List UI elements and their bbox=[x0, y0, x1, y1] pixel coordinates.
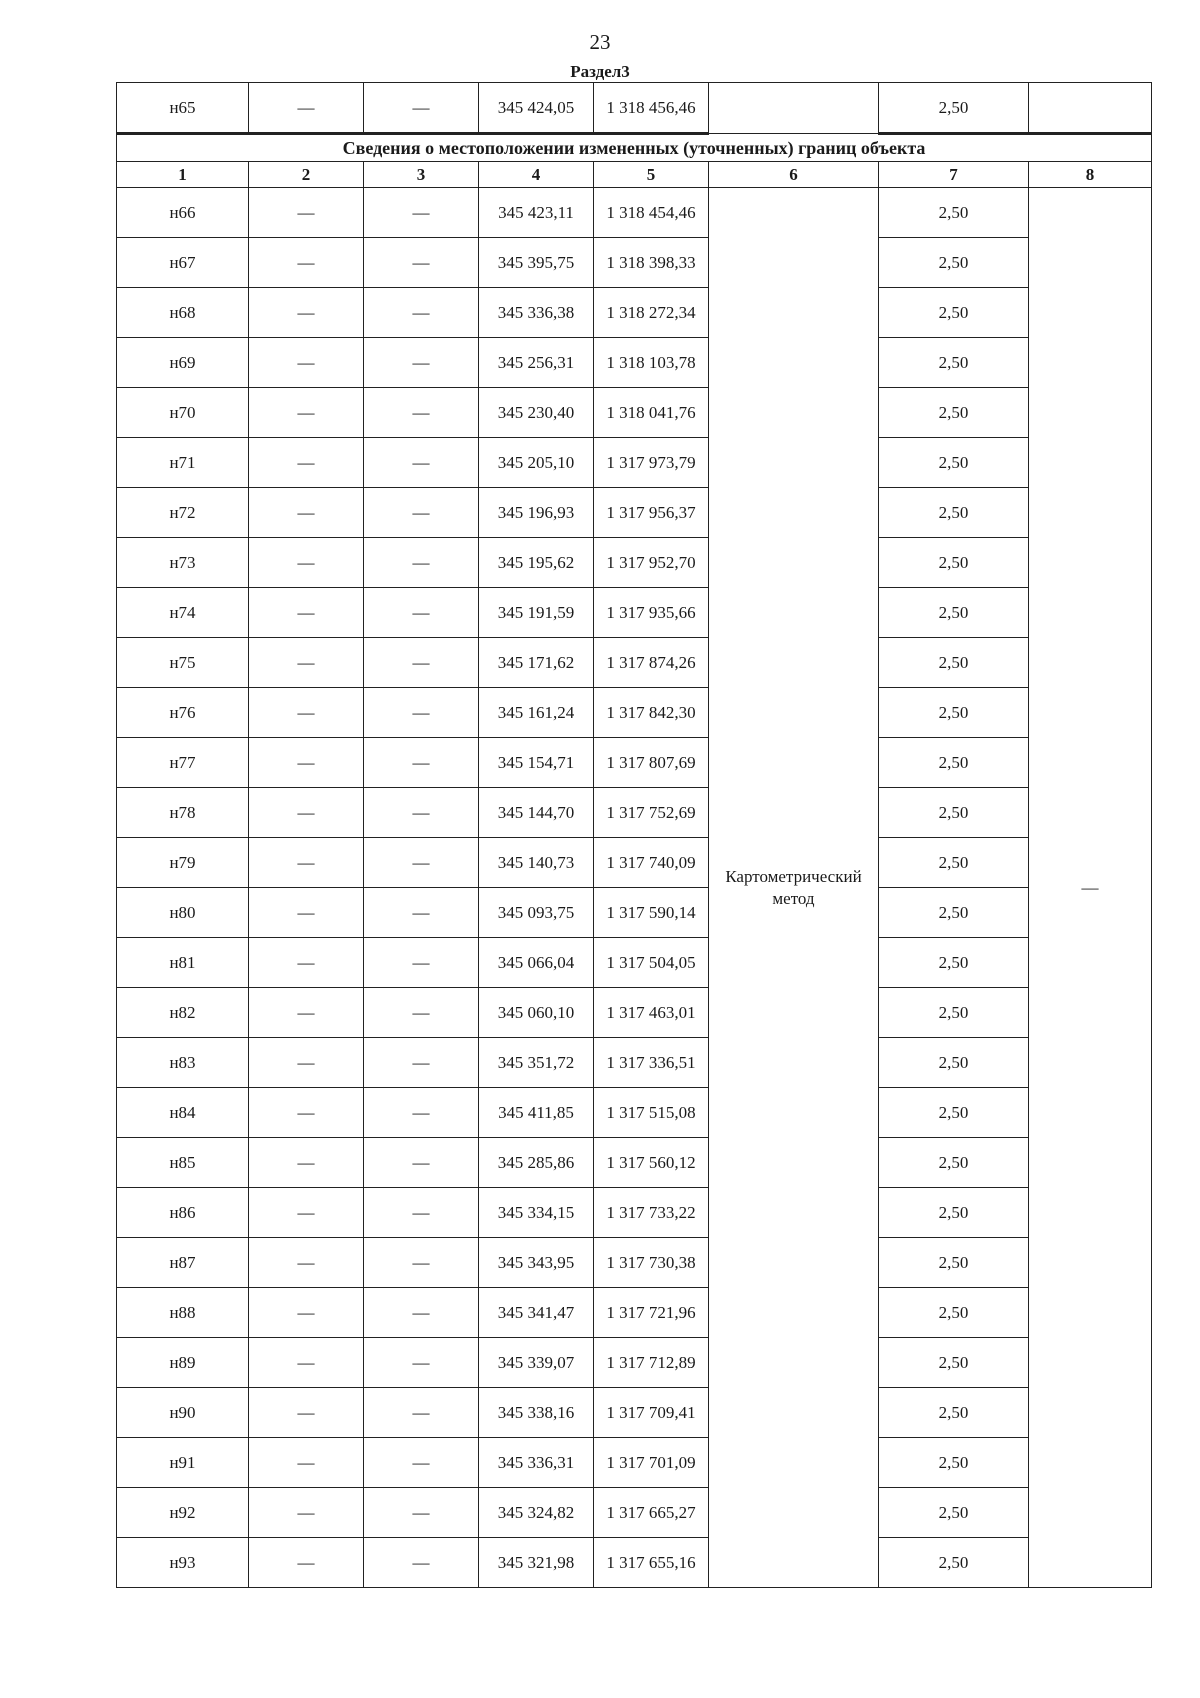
cell-col2: — bbox=[249, 1388, 364, 1438]
cell-point: н85 bbox=[117, 1138, 249, 1188]
cell-point: н76 bbox=[117, 688, 249, 738]
cell-col2: — bbox=[249, 1338, 364, 1388]
cell-col8 bbox=[1029, 83, 1152, 134]
cell-col3: — bbox=[364, 1138, 479, 1188]
cell-col3: — bbox=[364, 188, 479, 238]
cell-y: 1 317 712,89 bbox=[594, 1338, 709, 1388]
cell-col7: 2,50 bbox=[879, 1238, 1029, 1288]
cell-col3: — bbox=[364, 1338, 479, 1388]
cell-point: н88 bbox=[117, 1288, 249, 1338]
cell-y: 1 317 709,41 bbox=[594, 1388, 709, 1438]
cell-col7: 2,50 bbox=[879, 738, 1029, 788]
cell-col3: — bbox=[364, 688, 479, 738]
cell-x: 345 336,31 bbox=[479, 1438, 594, 1488]
cell-x: 345 256,31 bbox=[479, 338, 594, 388]
cell-col3: — bbox=[364, 738, 479, 788]
table-row bbox=[117, 1188, 1152, 1238]
cell-col3: — bbox=[364, 1188, 479, 1238]
cell-y: 1 317 504,05 bbox=[594, 938, 709, 988]
cell-point: н66 bbox=[117, 188, 249, 238]
cell-x: 345 140,73 bbox=[479, 838, 594, 888]
cell-x: 345 324,82 bbox=[479, 1488, 594, 1538]
section-label: Раздел3 bbox=[570, 62, 630, 81]
cell-x: 345 351,72 bbox=[479, 1038, 594, 1088]
cell-col2: — bbox=[249, 1088, 364, 1138]
table-row bbox=[117, 738, 1152, 788]
cell-col7: 2,50 bbox=[879, 538, 1029, 588]
cell-col2: — bbox=[249, 988, 364, 1038]
cell-point: н77 bbox=[117, 738, 249, 788]
cell-col2: — bbox=[249, 188, 364, 238]
cell-col7: 2,50 bbox=[879, 1388, 1029, 1438]
cell-y: 1 317 721,96 bbox=[594, 1288, 709, 1338]
column-number: 2 bbox=[249, 162, 364, 188]
cell-x: 345 341,47 bbox=[479, 1288, 594, 1338]
cell-x: 345 093,75 bbox=[479, 888, 594, 938]
cell-col2: — bbox=[249, 83, 364, 134]
cell-col3: — bbox=[364, 938, 479, 988]
column-numbers-row bbox=[117, 162, 1152, 188]
cell-y: 1 317 590,14 bbox=[594, 888, 709, 938]
cell-point: н86 bbox=[117, 1188, 249, 1238]
cell-point: н82 bbox=[117, 988, 249, 1038]
cell-col3: — bbox=[364, 1288, 479, 1338]
column-number: 5 bbox=[594, 162, 709, 188]
cell-point: н84 bbox=[117, 1088, 249, 1138]
cell-col3: — bbox=[364, 888, 479, 938]
column-number: 1 bbox=[117, 162, 249, 188]
cell-col7: 2,50 bbox=[879, 588, 1029, 638]
cell-x: 345 066,04 bbox=[479, 938, 594, 988]
cell-point: н72 bbox=[117, 488, 249, 538]
cell-point: н91 bbox=[117, 1438, 249, 1488]
cell-col2: — bbox=[249, 488, 364, 538]
cell-y: 1 317 842,30 bbox=[594, 688, 709, 738]
cell-x: 345 144,70 bbox=[479, 788, 594, 838]
cell-col2: — bbox=[249, 1488, 364, 1538]
cell-col2: — bbox=[249, 738, 364, 788]
cell-point: н71 bbox=[117, 438, 249, 488]
cell-col7: 2,50 bbox=[879, 188, 1029, 238]
table-row bbox=[117, 1438, 1152, 1488]
cell-col7: 2,50 bbox=[879, 638, 1029, 688]
table-row bbox=[117, 338, 1152, 388]
cell-col7: 2,50 bbox=[879, 1488, 1029, 1538]
table-row bbox=[117, 788, 1152, 838]
table-row bbox=[117, 1388, 1152, 1438]
cell-col7: 2,50 bbox=[879, 1138, 1029, 1188]
column-number: 7 bbox=[879, 162, 1029, 188]
cell-y: 1 317 956,37 bbox=[594, 488, 709, 538]
cell-col7: 2,50 bbox=[879, 488, 1029, 538]
cell-col3: — bbox=[364, 83, 479, 134]
table-row bbox=[117, 1138, 1152, 1188]
cell-point: н68 bbox=[117, 288, 249, 338]
table-row bbox=[117, 838, 1152, 888]
cell-y: 1 318 272,34 bbox=[594, 288, 709, 338]
cell-x: 345 230,40 bbox=[479, 388, 594, 438]
cell-point: н69 bbox=[117, 338, 249, 388]
section-title: Сведения о местоположении измененных (уточненных) границ объекта bbox=[117, 134, 1152, 162]
cell-y: 1 318 041,76 bbox=[594, 388, 709, 438]
cell-col2: — bbox=[249, 438, 364, 488]
cell-col3: — bbox=[364, 1388, 479, 1438]
table-row bbox=[117, 438, 1152, 488]
cell-col2: — bbox=[249, 1038, 364, 1088]
table-row bbox=[117, 1538, 1152, 1588]
cell-col3: — bbox=[364, 988, 479, 1038]
cell-col7: 2,50 bbox=[879, 838, 1029, 888]
cell-col2: — bbox=[249, 238, 364, 288]
cell-y: 1 318 456,46 bbox=[594, 83, 709, 134]
cell-y: 1 317 730,38 bbox=[594, 1238, 709, 1288]
cell-col7: 2,50 bbox=[879, 1088, 1029, 1138]
cell-col2: — bbox=[249, 1238, 364, 1288]
table-row bbox=[117, 688, 1152, 738]
cell-col3: — bbox=[364, 1238, 479, 1288]
cell-x: 345 195,62 bbox=[479, 538, 594, 588]
cell-x: 345 196,93 bbox=[479, 488, 594, 538]
cell-y: 1 317 874,26 bbox=[594, 638, 709, 688]
cell-y: 1 317 560,12 bbox=[594, 1138, 709, 1188]
cell-col7: 2,50 bbox=[879, 438, 1029, 488]
cell-point: н75 bbox=[117, 638, 249, 688]
cell-col2: — bbox=[249, 1188, 364, 1238]
cell-col7: 2,50 bbox=[879, 1438, 1029, 1488]
boundary-points-table bbox=[116, 82, 1152, 1588]
cell-col2: — bbox=[249, 888, 364, 938]
cell-col2: — bbox=[249, 288, 364, 338]
cell-col3: — bbox=[364, 1488, 479, 1538]
section-title-row bbox=[117, 134, 1152, 162]
cell-col3: — bbox=[364, 1438, 479, 1488]
cell-col7: 2,50 bbox=[879, 788, 1029, 838]
cell-point: н80 bbox=[117, 888, 249, 938]
table-row bbox=[117, 588, 1152, 638]
table-row bbox=[117, 988, 1152, 1038]
cell-col2: — bbox=[249, 388, 364, 438]
table-row bbox=[117, 1288, 1152, 1338]
cell-col3: — bbox=[364, 788, 479, 838]
cell-point: н90 bbox=[117, 1388, 249, 1438]
cell-col7: 2,50 bbox=[879, 1038, 1029, 1088]
cell-col3: — bbox=[364, 488, 479, 538]
col8-cell: — bbox=[1029, 188, 1152, 1588]
cell-col3: — bbox=[364, 1038, 479, 1088]
column-number: 6 bbox=[709, 162, 879, 188]
cell-point: н81 bbox=[117, 938, 249, 988]
table-row bbox=[117, 1338, 1152, 1388]
cell-col6 bbox=[709, 83, 879, 134]
table-row bbox=[117, 888, 1152, 938]
cell-x: 345 395,75 bbox=[479, 238, 594, 288]
table-row bbox=[117, 1488, 1152, 1538]
cell-col2: — bbox=[249, 838, 364, 888]
table-row bbox=[117, 938, 1152, 988]
page-number: 23 bbox=[589, 30, 611, 54]
cell-col3: — bbox=[364, 438, 479, 488]
table-row bbox=[117, 238, 1152, 288]
cell-point: н70 bbox=[117, 388, 249, 438]
cell-col3: — bbox=[364, 638, 479, 688]
cell-col3: — bbox=[364, 1538, 479, 1588]
cell-y: 1 317 952,70 bbox=[594, 538, 709, 588]
cell-col2: — bbox=[249, 638, 364, 688]
cell-col7: 2,50 bbox=[879, 988, 1029, 1038]
cell-x: 345 338,16 bbox=[479, 1388, 594, 1438]
cell-col2: — bbox=[249, 538, 364, 588]
cell-col3: — bbox=[364, 338, 479, 388]
cell-point: н65 bbox=[117, 83, 249, 134]
cell-col2: — bbox=[249, 1288, 364, 1338]
table-row bbox=[117, 288, 1152, 338]
cell-col7: 2,50 bbox=[879, 1538, 1029, 1588]
cell-x: 345 171,62 bbox=[479, 638, 594, 688]
table-row-top bbox=[117, 83, 1152, 134]
cell-y: 1 317 336,51 bbox=[594, 1038, 709, 1088]
table-row bbox=[117, 1238, 1152, 1288]
cell-col2: — bbox=[249, 688, 364, 738]
column-number: 3 bbox=[364, 162, 479, 188]
cell-col3: — bbox=[364, 588, 479, 638]
cell-col3: — bbox=[364, 388, 479, 438]
cell-y: 1 317 515,08 bbox=[594, 1088, 709, 1138]
column-number: 8 bbox=[1029, 162, 1152, 188]
cell-col3: — bbox=[364, 1088, 479, 1138]
cell-col7: 2,50 bbox=[879, 338, 1029, 388]
cell-point: н73 bbox=[117, 538, 249, 588]
cell-x: 345 154,71 bbox=[479, 738, 594, 788]
cell-y: 1 317 733,22 bbox=[594, 1188, 709, 1238]
cell-x: 345 339,07 bbox=[479, 1338, 594, 1388]
cell-col7: 2,50 bbox=[879, 938, 1029, 988]
cell-y: 1 317 807,69 bbox=[594, 738, 709, 788]
cell-col2: — bbox=[249, 938, 364, 988]
cell-x: 345 343,95 bbox=[479, 1238, 594, 1288]
cell-point: н92 bbox=[117, 1488, 249, 1538]
cell-col7: 2,50 bbox=[879, 83, 1029, 134]
cell-x: 345 191,59 bbox=[479, 588, 594, 638]
cell-x: 345 411,85 bbox=[479, 1088, 594, 1138]
cell-col2: — bbox=[249, 338, 364, 388]
cell-col7: 2,50 bbox=[879, 1288, 1029, 1338]
cell-point: н67 bbox=[117, 238, 249, 288]
table-row bbox=[117, 638, 1152, 688]
cell-col3: — bbox=[364, 288, 479, 338]
table-row bbox=[117, 538, 1152, 588]
cell-col7: 2,50 bbox=[879, 388, 1029, 438]
cell-col7: 2,50 bbox=[879, 238, 1029, 288]
cell-x: 345 336,38 bbox=[479, 288, 594, 338]
cell-y: 1 317 740,09 bbox=[594, 838, 709, 888]
cell-x: 345 424,05 bbox=[479, 83, 594, 134]
cell-col2: — bbox=[249, 1538, 364, 1588]
cell-col3: — bbox=[364, 538, 479, 588]
cell-col3: — bbox=[364, 838, 479, 888]
cell-y: 1 317 655,16 bbox=[594, 1538, 709, 1588]
table-row bbox=[117, 188, 1152, 238]
cell-point: н89 bbox=[117, 1338, 249, 1388]
cell-col2: — bbox=[249, 788, 364, 838]
cell-y: 1 318 454,46 bbox=[594, 188, 709, 238]
cell-point: н74 bbox=[117, 588, 249, 638]
cell-y: 1 318 103,78 bbox=[594, 338, 709, 388]
cell-col3: — bbox=[364, 238, 479, 288]
cell-y: 1 318 398,33 bbox=[594, 238, 709, 288]
cell-point: н83 bbox=[117, 1038, 249, 1088]
cell-col7: 2,50 bbox=[879, 888, 1029, 938]
table-row bbox=[117, 488, 1152, 538]
cell-y: 1 317 463,01 bbox=[594, 988, 709, 1038]
cell-col2: — bbox=[249, 1438, 364, 1488]
table-row bbox=[117, 1088, 1152, 1138]
cell-y: 1 317 752,69 bbox=[594, 788, 709, 838]
cell-point: н87 bbox=[117, 1238, 249, 1288]
cell-col2: — bbox=[249, 1138, 364, 1188]
column-number: 4 bbox=[479, 162, 594, 188]
cell-point: н79 bbox=[117, 838, 249, 888]
cell-y: 1 317 935,66 bbox=[594, 588, 709, 638]
cell-x: 345 205,10 bbox=[479, 438, 594, 488]
cell-y: 1 317 973,79 bbox=[594, 438, 709, 488]
cell-col7: 2,50 bbox=[879, 1338, 1029, 1388]
cell-y: 1 317 701,09 bbox=[594, 1438, 709, 1488]
cell-y: 1 317 665,27 bbox=[594, 1488, 709, 1538]
cell-x: 345 423,11 bbox=[479, 188, 594, 238]
cell-col2: — bbox=[249, 588, 364, 638]
cell-x: 345 321,98 bbox=[479, 1538, 594, 1588]
table-row bbox=[117, 1038, 1152, 1088]
cell-col7: 2,50 bbox=[879, 1188, 1029, 1238]
cell-x: 345 285,86 bbox=[479, 1138, 594, 1188]
cell-point: н93 bbox=[117, 1538, 249, 1588]
cell-col7: 2,50 bbox=[879, 688, 1029, 738]
cell-col7: 2,50 bbox=[879, 288, 1029, 338]
cell-x: 345 334,15 bbox=[479, 1188, 594, 1238]
cell-point: н78 bbox=[117, 788, 249, 838]
table-row bbox=[117, 388, 1152, 438]
cell-x: 345 060,10 bbox=[479, 988, 594, 1038]
cell-x: 345 161,24 bbox=[479, 688, 594, 738]
method-cell: Картометрический метод bbox=[709, 188, 879, 1588]
